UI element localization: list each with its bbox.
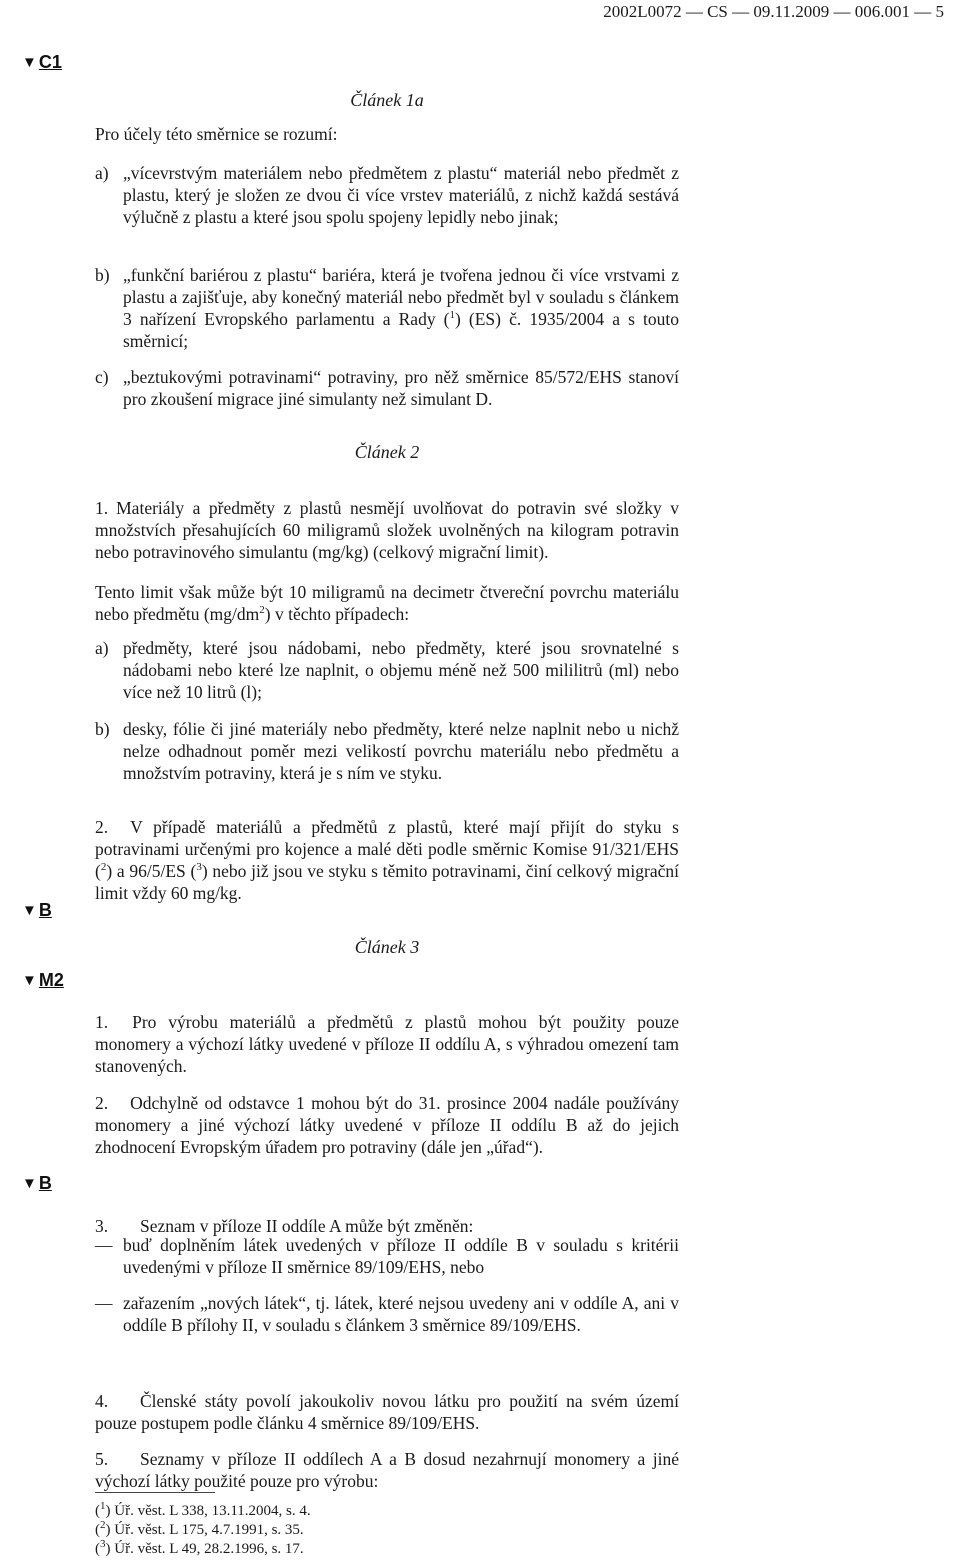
amendment-marker-m2[interactable]: [22, 970, 64, 991]
item-text: buď doplněním látek uvedených v příloze II oddíle B v souladu s kritérii uvedenými v příloze II směrnice 89/109/EHS, nebo: [123, 1235, 679, 1277]
item-text: předměty, které jsou nádobami, nebo předměty, které jsou srovnatelné s nádobami nebo které lze naplnit, o objemu méně než 500 mililitrů (ml) nebo více než 10 litrů (l);: [123, 638, 679, 702]
triangle-down-icon: ▼: [22, 54, 37, 71]
triangle-down-icon: ▼: [22, 1175, 37, 1192]
item-text: desky, fólie či jiné materiály nebo předměty, které nelze naplnit nebo u nichž nelze odhadnout poměr mezi velikostí povrchu materiálu nebo předmětu a množstvím potraviny, která je s ním ve styku.: [123, 719, 679, 783]
item-text: „beztukovými potravinami“ potraviny, pro něž směrnice 85/572/EHS stanoví pro zkoušení migrace jiné simulanty než simulant D.: [123, 367, 679, 409]
marker-label: B: [38, 900, 52, 920]
footnote-separator: [95, 1492, 215, 1493]
footnote-2: ($^2$) Úř. věst. L 175, 4.7.1991, s. 35.: [95, 1519, 304, 1538]
dash-label: —: [95, 1293, 113, 1313]
paragraph-number: 2.: [95, 1092, 109, 1113]
case-b: [95, 718, 679, 784]
item-label: c): [95, 367, 109, 387]
item-label: a): [95, 638, 109, 658]
marker-label: M2: [38, 970, 64, 990]
paragraph-number: 1.: [95, 497, 109, 518]
amendment-marker-b-2[interactable]: [22, 1173, 52, 1194]
article-3-paragraph-3: 3. Seznam v příloze II oddíle A může být změněn:: [95, 1215, 474, 1236]
footnote-1: ($^1$) Úř. věst. L 338, 13.11.2004, s. 4.: [95, 1500, 311, 1519]
paragraph-number: 1.: [95, 1011, 109, 1032]
dash-item-2: [95, 1292, 679, 1336]
paragraph-number: 5.: [95, 1448, 109, 1469]
definition-a: [95, 162, 679, 228]
footnote-ref[interactable]: 3: [196, 860, 202, 873]
definition-b: [95, 264, 679, 352]
item-text: zařazením „nových látek“, tj. látek, které nejsou uvedeny ani v oddíle A, ani v oddíle B přílohy II, v souladu s článkem 3 směrnice 89/109/EHS.: [123, 1293, 679, 1335]
marker-label: C1: [38, 52, 62, 72]
article-3-title: Článek 3: [354, 937, 420, 957]
footnote-3: ($^3$) Úř. věst. L 49, 28.2.1996, s. 17.: [95, 1538, 304, 1557]
footnote-ref[interactable]: 2: [100, 860, 107, 873]
dash-item-1: [95, 1234, 679, 1278]
item-text: „funkční bariérou z plastu“ bariéra, která je tvořena jednou či více vrstvami z plastu a zajišťuje, aby konečný materiál nebo předmět byl v souladu s článkem 3 nařízení Evropského parlamentu a Rady ($^1$) (ES) č. 1935/2004 a s touto směrnicí;: [123, 265, 680, 351]
page-header: 2002L0072 — CS — 09.11.2009 — 006.001 — 5: [603, 2, 944, 21]
triangle-down-icon: ▼: [22, 972, 37, 989]
dash-label: —: [95, 1235, 113, 1255]
case-a: [95, 637, 679, 703]
amendment-marker-c1[interactable]: [22, 52, 62, 73]
article-2-limit-text: Tento limit však může být 10 miligramů na decimetr čtvereční povrchu materiálu nebo předmětu $(mg/dm^2)$ v těchto případech:: [95, 582, 679, 624]
article-3-paragraph-5: 5. Seznamy v příloze II oddílech A a B dosud nezahrnují monomery a jiné výchozí látky použité pouze pro výrobu:: [95, 1448, 679, 1491]
article-2-title: Článek 2: [354, 442, 420, 462]
article-2-paragraph-1: 1. Materiály a předměty z plastů nesmějí uvolňovat do potravin své složky v množstvích přesahujících 60 miligramů složek uvolněných na kilogram potravin nebo potravinového simulantu (mg/kg) (celkový migrační limit).: [95, 497, 679, 562]
paragraph-number: 2.: [95, 816, 109, 837]
article-2-paragraph-2: 2. V případě materiálů a předmětů z plastů, které mají přijít do styku s potravinami určenými pro kojence a malé děti podle směrnic Komise 91/321/EHS ($^2$) a 96/5/ES ($^3$) nebo již jsou ve styku s těmito potravinami, činí celkový migrační limit vždy 60 mg/kg.: [95, 816, 679, 903]
article-1a-title: Článek 1a: [350, 90, 424, 110]
item-label: b): [95, 265, 110, 285]
article-3-paragraph-1: 1. Pro výrobu materiálů a předmětů z plastů mohou být použity pouze monomery a výchozí látky uvedené v příloze II oddílu A, s výhradou omezení tam stanovených.: [95, 1011, 679, 1076]
definition-c: [95, 366, 679, 410]
article-3-paragraph-2: 2. Odchylně od odstavce 1 mohou být do 31. prosince 2004 nadále používány monomery a jiné výchozí látky uvedené v příloze II oddílu B až do jejich zhodnocení Evropským úřadem pro potraviny (dále jen „úřad“).: [95, 1092, 679, 1157]
article-1a-intro: Pro účely této směrnice se rozumí:: [95, 124, 338, 144]
paragraph-number: 3.: [95, 1215, 109, 1236]
item-label: b): [95, 719, 110, 739]
item-text: „vícevrstvým materiálem nebo předmětem z plastu“ materiál nebo předmět z plastu, který je složen ze dvou či více vrstev materiálů, z nichž každá sestává výlučně z plastu a které jsou spolu spojeny lepidly nebo jinak;: [123, 163, 679, 227]
amendment-marker-b[interactable]: [22, 900, 52, 921]
paragraph-number: 4.: [95, 1390, 109, 1411]
item-label: a): [95, 163, 109, 183]
marker-label: B: [38, 1173, 52, 1193]
footnote-ref[interactable]: 1: [449, 309, 455, 322]
triangle-down-icon: ▼: [22, 902, 37, 919]
article-3-paragraph-4: 4. Členské státy povolí jakoukoliv novou látku pro použití na svém území pouze postupem podle článku 4 směrnice 89/109/EHS.: [95, 1390, 679, 1433]
